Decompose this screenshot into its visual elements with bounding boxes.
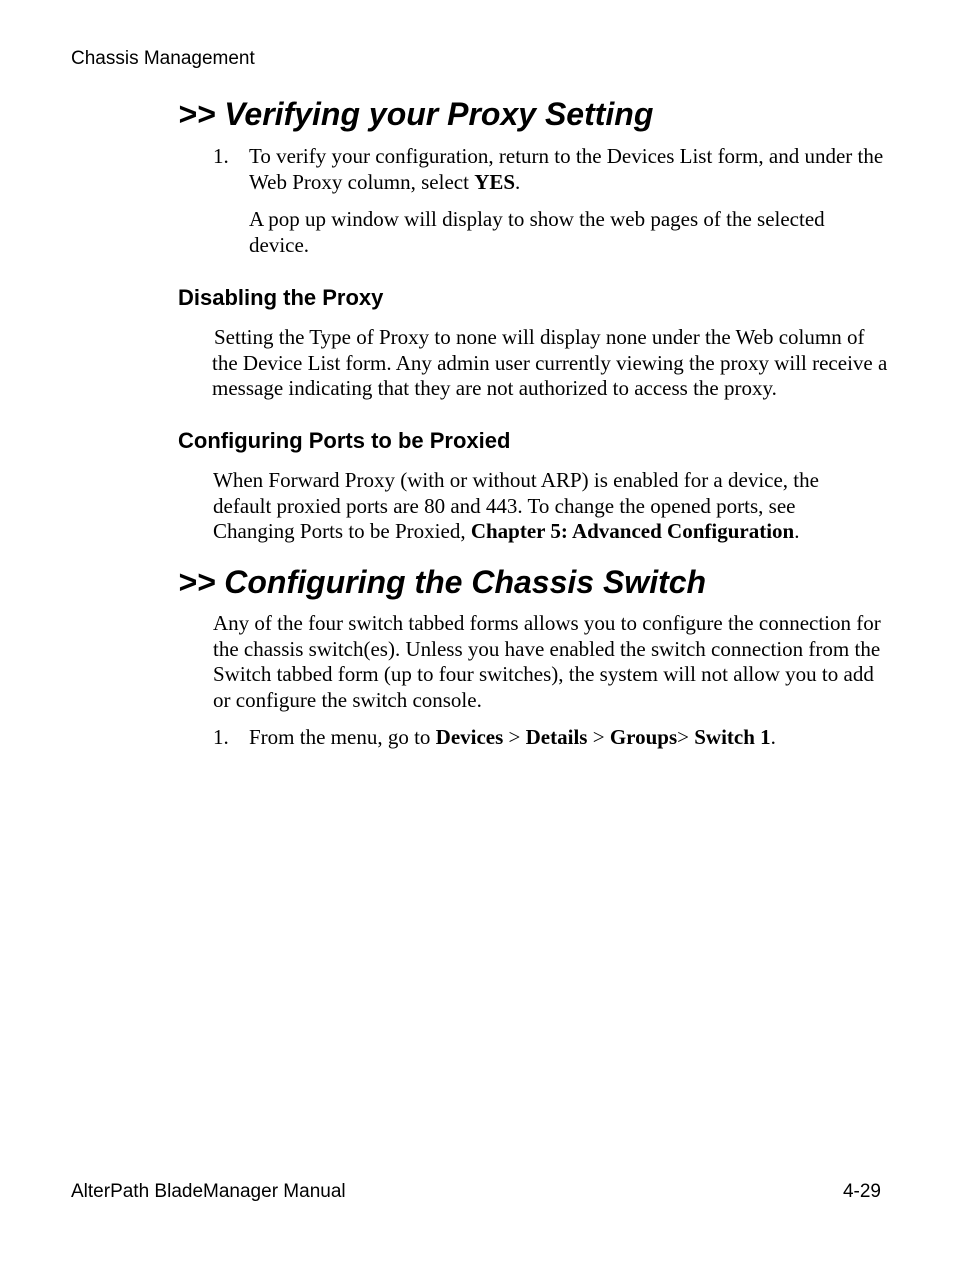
step-number: 1. — [213, 144, 229, 168]
menu-switch-1: Switch 1 — [694, 725, 771, 749]
chassis-switch-body: Any of the four switch tabbed forms allows you to configure the connection for the chassis switch(es). Unless you have enabled the switch connection from the Switch tabbed form (up to four switches), the system will not allow you to add or configure the switch console. — [213, 611, 881, 712]
footer-manual-title: AlterPath BladeManager Manual — [71, 1181, 346, 1202]
disabling-proxy-body: Setting the Type of Proxy to none will display none under the Web column of the Device List form. Any admin user currently viewing the proxy will receive a message indicating that they are not authorized to access the proxy. — [212, 325, 888, 400]
step-note: A pop up window will display to show the web pages of the selected device. — [249, 207, 825, 257]
menu-devices: Devices — [435, 725, 504, 749]
menu-groups: Groups — [609, 725, 678, 749]
menu-separator: > — [503, 725, 526, 749]
menu-details: Details — [525, 725, 588, 749]
step-text-b: . — [515, 169, 521, 194]
step-text — [249, 144, 889, 195]
subsection-title-configuring-ports: Configuring Ports to be Proxied — [178, 428, 511, 453]
menu-path-prefix: From the menu, go to — [249, 725, 436, 749]
chapter-reference: Chapter 5: Advanced Configuration — [470, 519, 795, 543]
section-title-chassis-switch: >> Configuring the Chassis Switch — [178, 564, 707, 600]
menu-path-suffix: . — [770, 725, 776, 749]
configuring-ports-body — [213, 468, 853, 545]
step-bold-yes: YES — [474, 169, 516, 194]
step-number: 1. — [213, 725, 229, 749]
running-header: Chassis Management — [71, 48, 255, 69]
ports-body-a: When Forward Proxy (with or without ARP) is enabled for a device, the default proxied ports are 80 and 443. To change the opened ports, see Changing Ports to be Proxied, — [213, 468, 819, 543]
footer-page-number: 4-29 — [842, 1181, 881, 1202]
step-text-a: To verify your configuration, return to the Devices List form, and under the Web Proxy column, select — [249, 144, 884, 194]
subsection-title-disabling-proxy: Disabling the Proxy — [178, 285, 384, 310]
section-title-verify-proxy: >> Verifying your Proxy Setting — [178, 96, 654, 132]
ports-body-b: . — [794, 519, 800, 543]
menu-separator: > — [677, 725, 695, 749]
menu-path-step — [249, 725, 889, 751]
menu-separator: > — [587, 725, 610, 749]
